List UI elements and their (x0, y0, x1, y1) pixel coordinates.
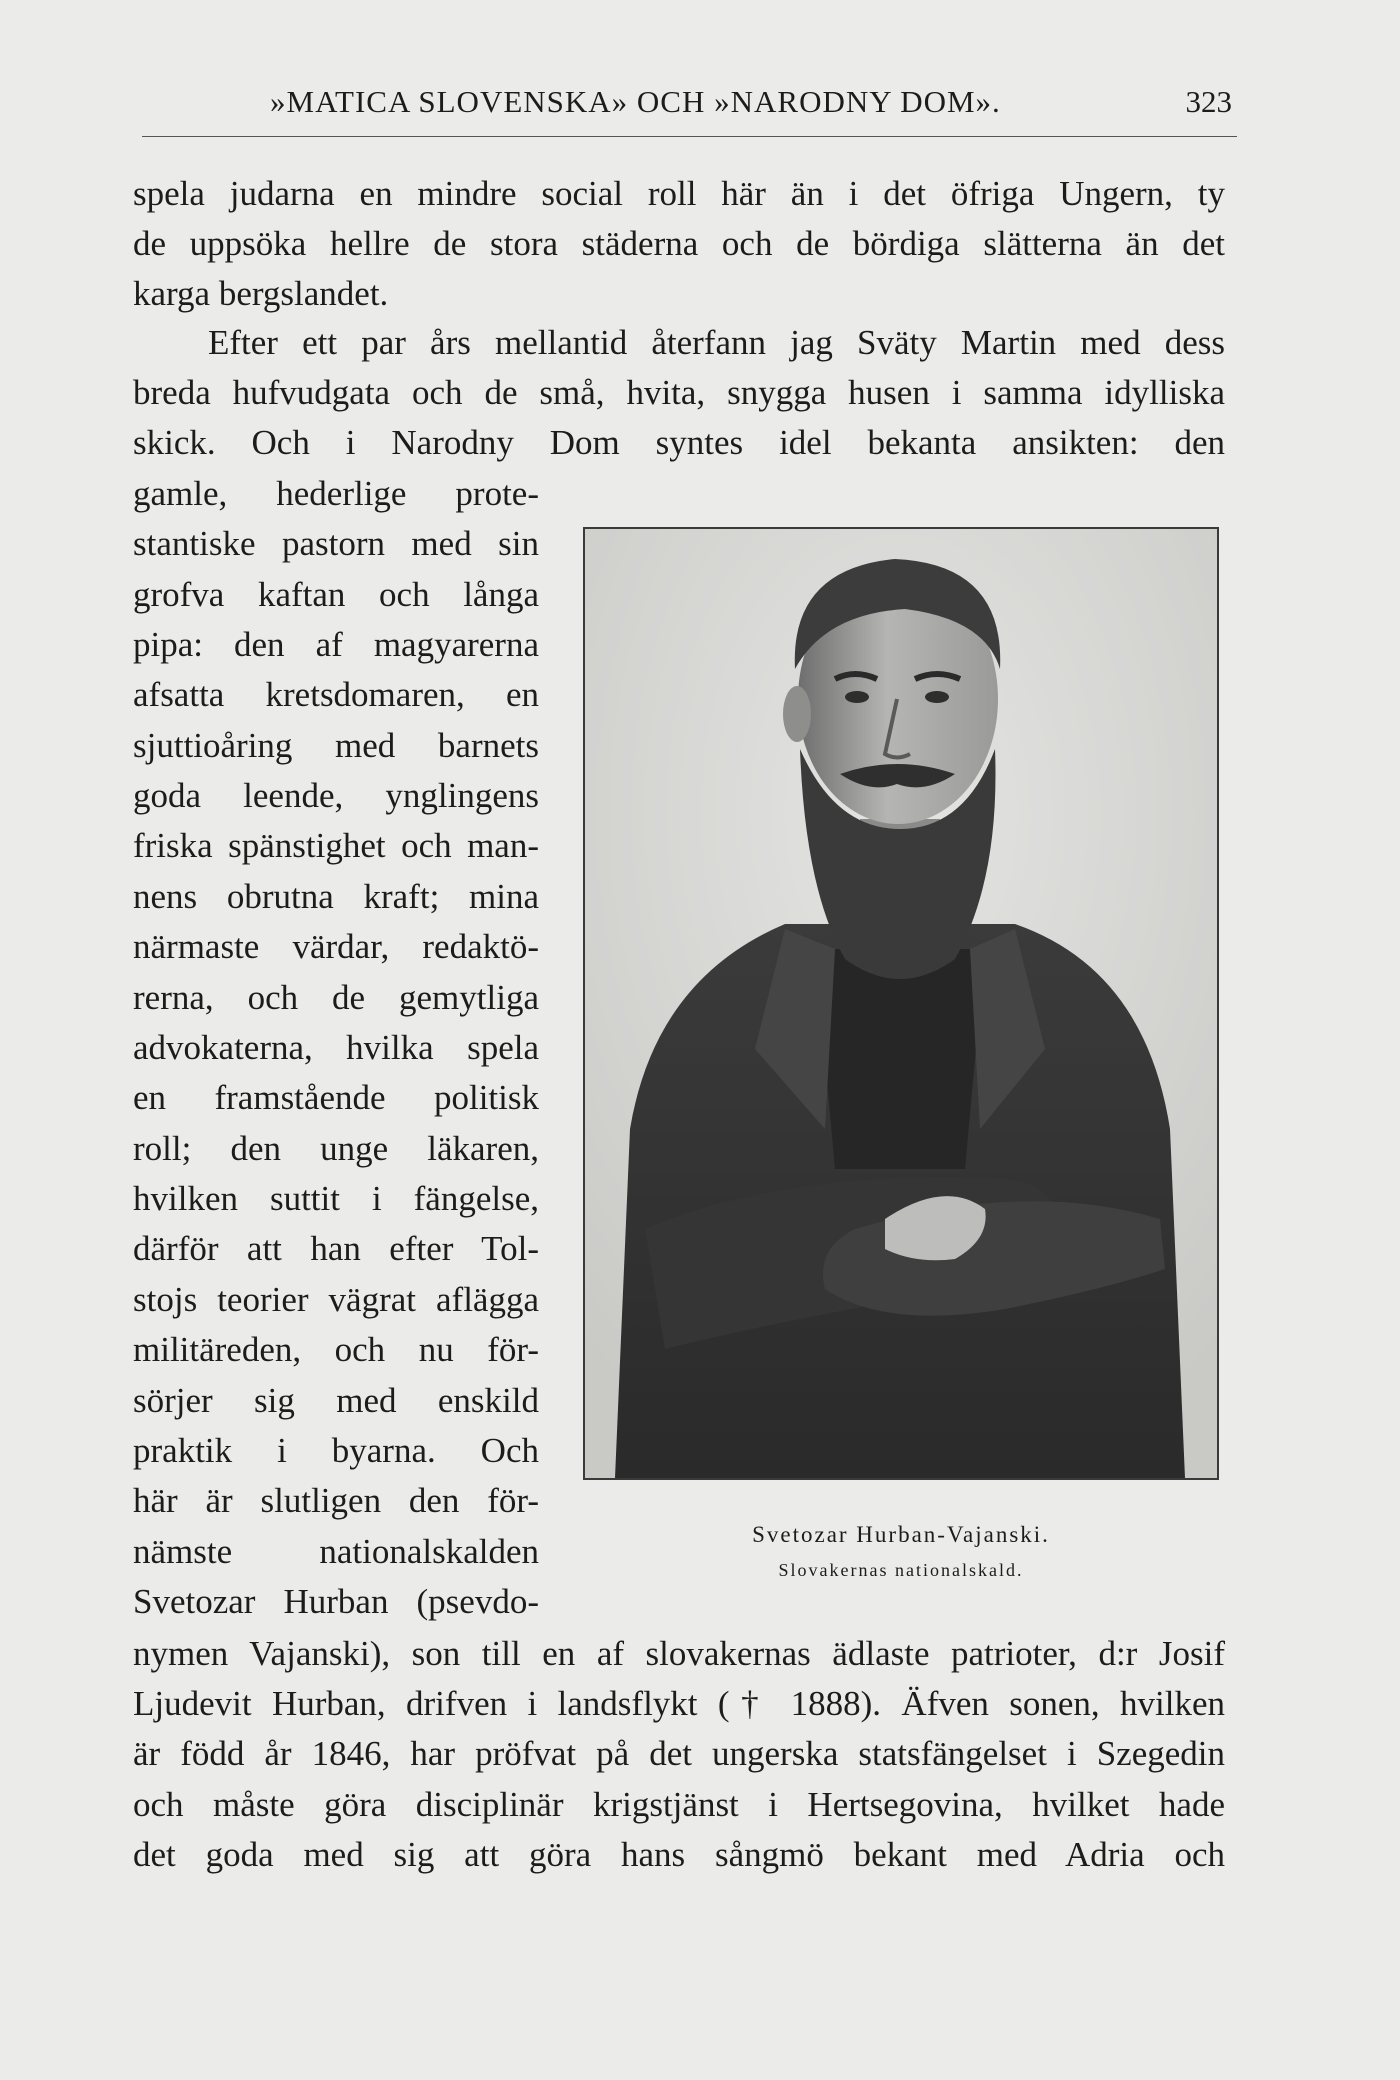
text-line: afsatta kretsdomaren, en (133, 675, 539, 714)
figure-caption-subtitle: Slovakernas nationalskald. (778, 1560, 1024, 1580)
text-line: stojs teorier vägrat aflägga (133, 1280, 539, 1319)
text-line: det goda med sig att göra hans sångmö bekant med Adria och (133, 1835, 1225, 1874)
text-line: advokaterna, hvilka spela (133, 1028, 539, 1067)
text-line: breda hufvudgata och de små, hvita, snygga husen i samma idylliska (133, 373, 1225, 412)
text-line: gamle, hederlige prote- (133, 474, 539, 513)
text-line: roll; den unge läkaren, (133, 1129, 539, 1168)
text-line: Efter ett par års mellantid återfann jag Sväty Martin med dess (208, 323, 1225, 362)
text-line: grofva kaftan och långa (133, 575, 539, 614)
text-line: karga bergslandet. (133, 274, 389, 313)
text-line: en framstående politisk (133, 1078, 539, 1117)
text-line: nymen Vajanski), son till en af slovakernas ädlaste patrioter, d:r Josif (133, 1634, 1225, 1673)
text-line: sörjer sig med enskild (133, 1381, 539, 1420)
text-line: pipa: den af magyarerna (133, 625, 539, 664)
text-line: därför att han efter Tol- (133, 1229, 539, 1268)
text-line: Svetozar Hurban (psevdo- (133, 1582, 539, 1621)
text-line: nämste nationalskalden (133, 1532, 539, 1571)
figure-caption-name: Svetozar Hurban-Vajanski. (752, 1522, 1050, 1547)
text-line: goda leende, ynglingens (133, 776, 539, 815)
text-line: praktik i byarna. Och (133, 1431, 539, 1470)
text-line: friska spänstighet och man- (133, 826, 539, 865)
running-title: »MATICA SLOVENSKA» OCH »NARODNY DOM». (270, 84, 1001, 119)
portrait-illustration (585, 529, 1217, 1478)
text-line: och måste göra disciplinär krigstjänst i Hertsegovina, hvilket hade (133, 1785, 1225, 1824)
text-line: nens obrutna kraft; mina (133, 877, 539, 916)
text-line: här är slutligen den för- (133, 1481, 539, 1520)
text-line: Ljudevit Hurban, drifven i landsflykt († 1888). Äfven sonen, hvilken (133, 1684, 1225, 1723)
text-line: spela judarna en mindre social roll här än i det öfriga Ungern, ty (133, 174, 1225, 213)
page-number: 323 (1185, 84, 1232, 119)
text-line: hvilken suttit i fängelse, (133, 1179, 539, 1218)
text-line: stantiske pastorn med sin (133, 524, 539, 563)
text-line: sjuttioåring med barnets (133, 726, 539, 765)
text-line: är född år 1846, har pröfvat på det ungerska statsfängelset i Szegedin (133, 1734, 1225, 1773)
text-line: skick. Och i Narodny Dom syntes idel bekanta ansikten: den (133, 423, 1225, 462)
portrait-photo (583, 527, 1219, 1480)
header-rule (142, 136, 1237, 137)
text-line: närmaste värdar, redaktö- (133, 927, 539, 966)
text-line: rerna, och de gemytliga (133, 978, 539, 1017)
text-line: de uppsöka hellre de stora städerna och de bördiga slätterna än det (133, 224, 1225, 263)
page-header (140, 84, 1240, 130)
text-line: militäreden, och nu för- (133, 1330, 539, 1369)
